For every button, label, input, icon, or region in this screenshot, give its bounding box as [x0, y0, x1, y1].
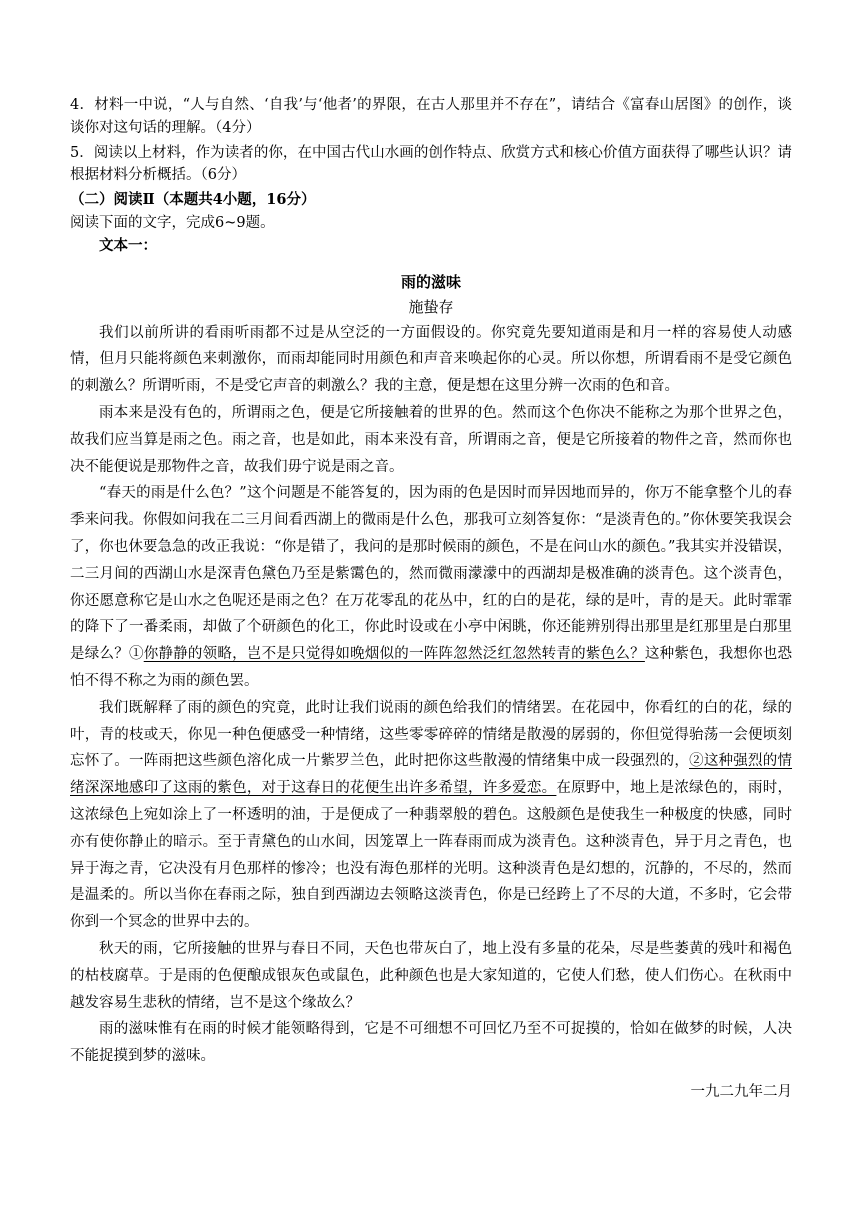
article-paragraph-3 [70, 480, 792, 694]
article-paragraph-4 [70, 695, 792, 936]
exam-page [70, 94, 792, 1101]
article-paragraph-2: 雨本来是没有色的，所谓雨之色，便是它所接触着的世界的色。然而这个色你决不能称之为那个世界之色，故我们应当算是雨之色。雨之音，也是如此，雨本来没有音，所谓雨之音，便是它所接着的物件之音，然而你也决不能便说是那物件之音，故我们毋宁说是雨之音。 [70, 404, 792, 475]
underlined-sentence-1: 你静静的领略，岂不是只觉得如晚烟似的一阵阵忽然泛红忽然转青的紫色么？ [143, 646, 645, 663]
question-5: 5．阅读以上材料，作为读者的你，在中国古代山水画的创作特点、欣赏方式和核心价值方面获得了哪些认识？请根据材料分析概括。（6分） [70, 144, 792, 184]
article-title: 雨的滋味 [400, 272, 461, 291]
annotation-mark-1: ① [128, 646, 144, 663]
paragraph-4-text-b: 在原野中，地上是浓绿色的，雨时，这浓绿色上宛如涂上了一杯透明的油，于是便成了一种翡翠般的碧色。这般颜色是使我生一种极度的快感，同时亦有使你静止的暗示。至于青黛色的山水间，因笼罩上一阵春雨而成为淡青色。这种淡青色，异于月之青色，也异于海之青，它决没有月色那样的惨冷；也没有海色那样的光明。这种淡青色是幻想的，沉静的，不尽的，然而是温柔的。所以当你在春雨之际，独自到西湖边去领略这淡青色，你是已经跨上了不尽的大道，不多时，它会带你到一个冥念的世界中去的。 [70, 780, 792, 931]
annotation-mark-2: ② [689, 753, 704, 770]
article-paragraph-5: 秋天的雨，它所接触的世界与春日不同，天色也带灰白了，地上没有多量的花朵，尽是些萎黄的残叶和褐色的枯枝腐草。于是雨的色便酿成银灰色或鼠色，此种颜色也是大家知道的，它使人们愁，使人们伤心。在秋雨中越发容易生悲秋的情绪，岂不是这个缘故么？ [70, 940, 792, 1011]
article-paragraph-6: 雨的滋味惟有在雨的时候才能领略得到，它是不可细想不可回忆乃至不可捉摸的，恰如在做梦的时候，人决不能捉摸到梦的滋味。 [70, 1021, 792, 1065]
article-paragraph-1: 我们以前所讲的看雨听雨都不过是从空泛的一方面假设的。你究竟先要知道雨是和月一样的容易使人动感情，但月只能将颜色来刺激你，而雨却能同时用颜色和声音来唤起你的心灵。所以你想，所谓看雨不是受它颜色的刺激么？所谓听雨，不是受它声音的刺激么？我的主意，便是想在这里分辨一次雨的色和音。 [70, 324, 792, 395]
paragraph-4-text-a: 我们既解释了雨的颜色的究竟，此时让我们说雨的颜色给我们的情绪罢。在花园中，你看红的白的花，绿的叶，青的枝或天，你见一种色便感受一种情绪，这些零零碎碎的情绪是散漫的孱弱的，你但觉得骀荡一会便顷刻忘怀了。一阵雨把这些颜色溶化成一片紫罗兰色，此时把你这些散漫的情绪集中成一段强烈的， [70, 699, 792, 770]
underlined-sentence-2: 这种强烈的情绪深深地感印了这雨的紫色，对于这春日的花便生出许多希望，许多爱恋。 [70, 753, 793, 797]
section-heading: （二）阅读Ⅱ（本题共4小题，16分） [70, 191, 316, 209]
section-instruction: 阅读下面的文字，完成6~9题。 [70, 214, 275, 231]
article-author: 施蛰存 [408, 297, 454, 316]
text-label: 文本一： [99, 236, 157, 254]
article-date: 一九二九年二月 [690, 1083, 792, 1100]
paragraph-3-text-a: “春天的雨是什么色？”这个问题是不能答复的，因为雨的色是因时而异因地而异的，你万不能拿整个儿的春季来问我。你假如问我在二三月间看西湖上的微雨是什么色，那我可立刻答复你：“是淡青色的。”你休要笑我误会了，你也休要急急的改正我说：“你是错了，我问的是那时候雨的颜色，不是在问山水的颜色。”我其实并没错误，二三月间的西湖山水是深青色黛色乃至是紫霭色的，然而微雨濛濛中的西湖却是极准确的淡青色。这个淡青色，你还愿意称它是山水之色呢还是雨之色？在万花零乱的花丛中，红的白的是花，绿的是叶，青的是天。此时霏霏的降下了一番柔雨，却做了个研颜色的化工，你此时设或在小亭中闲眺，你还能辨别得出那里是红那里是白那里是绿么？ [70, 485, 792, 663]
paragraph-3-text-b: 这种紫色，我想你也恐怕不得不称之为雨的颜色罢。 [70, 646, 793, 689]
question-4: 4．材料一中说，“人与自然、‘自我’与‘他者’的界限，在古人那里并不存在”，请结合《富春山居图》的创作，谈谈你对这句话的理解。（4分） [70, 97, 792, 136]
